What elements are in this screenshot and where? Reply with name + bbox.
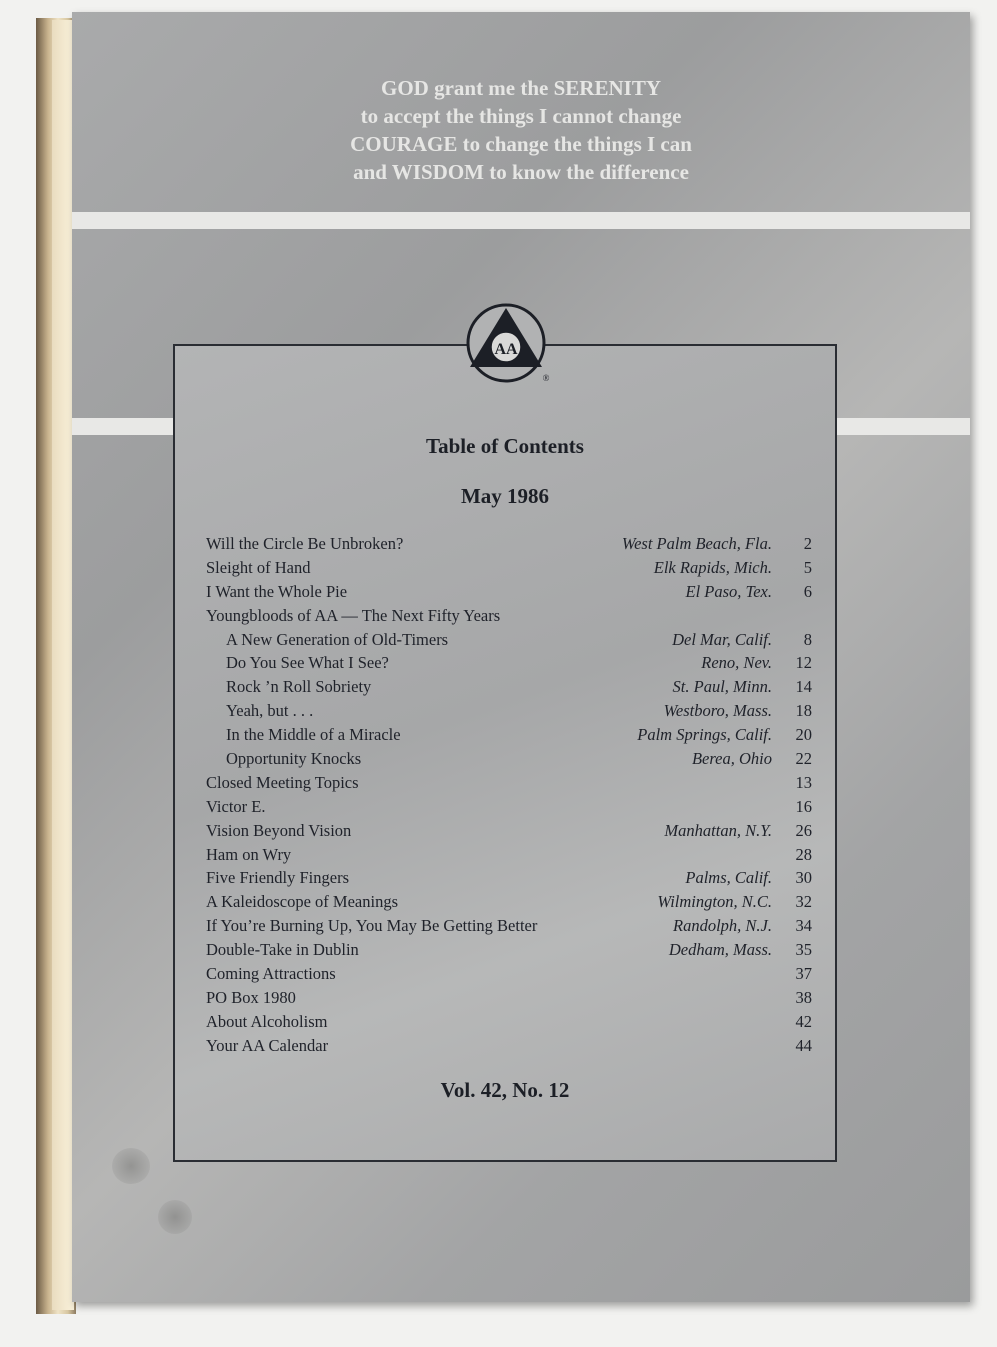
entry-page: 5: [803, 557, 812, 577]
serenity-prayer: [72, 74, 970, 186]
toc-entry: [206, 988, 812, 1012]
entry-page: 22: [795, 749, 812, 769]
entry-page: 14: [795, 677, 812, 697]
entry-place: Manhattan, N.Y.: [664, 820, 772, 840]
volume-number: Vol. 42, No. 12: [440, 1078, 570, 1102]
registered-mark: ®: [542, 373, 550, 383]
entry-title: Five Friendly Fingers: [206, 868, 349, 888]
entry-page: 38: [795, 987, 812, 1007]
entry-place: Palm Springs, Calif.: [637, 725, 772, 745]
entry-place: El Paso, Tex.: [685, 581, 772, 601]
stain-mark: [158, 1200, 192, 1234]
entry-place: Westboro, Mass.: [663, 701, 772, 721]
entry-title: About Alcoholism: [206, 1011, 328, 1031]
entry-page: 8: [803, 629, 812, 649]
entry-page: 20: [795, 725, 812, 745]
entry-place: St. Paul, Minn.: [672, 677, 772, 697]
page-edges-inner: [52, 20, 74, 1310]
entry-title: Do You See What I See?: [226, 653, 389, 673]
entry-title: Rock ’n Roll Sobriety: [226, 677, 372, 697]
toc-entry: [206, 892, 812, 916]
toc-entry: [206, 749, 812, 773]
toc-entry: [206, 558, 812, 582]
toc-entry: [206, 1036, 812, 1060]
toc-entry: [206, 534, 812, 558]
entry-title: Double-Take in Dublin: [206, 940, 359, 960]
entry-title: Closed Meeting Topics: [206, 772, 359, 792]
toc-entries: [206, 534, 812, 1060]
toc-entry: [206, 916, 812, 940]
toc-entry: [206, 964, 812, 988]
entry-title: A Kaleidoscope of Meanings: [206, 892, 398, 912]
toc-title: Table of Contents: [426, 434, 584, 458]
entry-page: 6: [803, 581, 812, 601]
toc-entry: [206, 630, 812, 654]
entry-page: 37: [795, 964, 812, 984]
aa-logo-icon: [458, 297, 554, 393]
entry-title: Coming Attractions: [206, 964, 336, 984]
entry-title: PO Box 1980: [206, 987, 296, 1007]
toc-entry: [206, 677, 812, 701]
entry-page: 32: [795, 892, 812, 912]
toc-section-heading: [206, 606, 812, 630]
entry-place: Berea, Ohio: [691, 749, 772, 769]
toc-entry: [206, 773, 812, 797]
entry-title: I Want the Whole Pie: [206, 581, 348, 601]
logo-letters: AA: [494, 341, 518, 358]
cover-stripe-top: [72, 212, 970, 229]
entry-title: In the Middle of a Miracle: [226, 725, 401, 745]
prayer-line: COURAGE to change the things I can: [350, 132, 692, 156]
entry-place: Wilmington, N.C.: [657, 892, 772, 912]
toc-entry: [206, 1012, 812, 1036]
toc-entry: [206, 701, 812, 725]
toc-entry: [206, 845, 812, 869]
toc-entry: [206, 868, 812, 892]
entry-page: 26: [795, 820, 812, 840]
toc-entry: [206, 797, 812, 821]
toc-entry: [206, 821, 812, 845]
entry-title: Vision Beyond Vision: [206, 820, 352, 840]
entry-page: 2: [803, 534, 812, 553]
toc-entry: [206, 725, 812, 749]
toc-entry: [206, 653, 812, 677]
entry-place: Randolph, N.J.: [673, 916, 772, 936]
toc-entry: [206, 940, 812, 964]
entry-title: Victor E.: [206, 796, 266, 816]
entry-title: Your AA Calendar: [206, 1035, 329, 1055]
entry-title: Sleight of Hand: [206, 557, 311, 577]
prayer-line: and WISDOM to know the difference: [353, 160, 689, 184]
entry-place: Dedham, Mass.: [668, 940, 772, 960]
entry-place: West Palm Beach, Fla.: [621, 534, 772, 553]
entry-title: Opportunity Knocks: [226, 749, 362, 769]
entry-title: A New Generation of Old-Timers: [226, 629, 449, 649]
entry-title: Will the Circle Be Unbroken?: [206, 534, 404, 553]
entry-page: 34: [795, 916, 812, 936]
prayer-line: GOD grant me the SERENITY: [380, 76, 661, 100]
entry-page: 42: [795, 1011, 812, 1031]
entry-title: Yeah, but . . .: [226, 701, 314, 721]
entry-page: 16: [795, 796, 812, 816]
entry-place: Del Mar, Calif.: [672, 629, 772, 649]
entry-place: Elk Rapids, Mich.: [653, 557, 772, 577]
entry-page: 13: [795, 772, 812, 792]
issue-date: May 1986: [460, 484, 550, 508]
entry-place: Reno, Nev.: [701, 653, 772, 673]
entry-page: 35: [795, 940, 812, 960]
entry-place: Palms, Calif.: [685, 868, 772, 888]
prayer-line: to accept the things I cannot change: [360, 104, 682, 128]
entry-page: 12: [795, 653, 812, 673]
stain-mark: [112, 1148, 150, 1184]
toc-entry: [206, 582, 812, 606]
entry-title: If You’re Burning Up, You May Be Getting Better: [206, 916, 538, 936]
entry-page: 30: [795, 868, 812, 888]
entry-page: 18: [795, 701, 812, 721]
entry-page: 44: [795, 1035, 812, 1055]
entry-page: 28: [795, 844, 812, 864]
entry-title: Youngbloods of AA — The Next Fifty Years: [206, 605, 501, 625]
entry-title: Ham on Wry: [206, 844, 292, 864]
